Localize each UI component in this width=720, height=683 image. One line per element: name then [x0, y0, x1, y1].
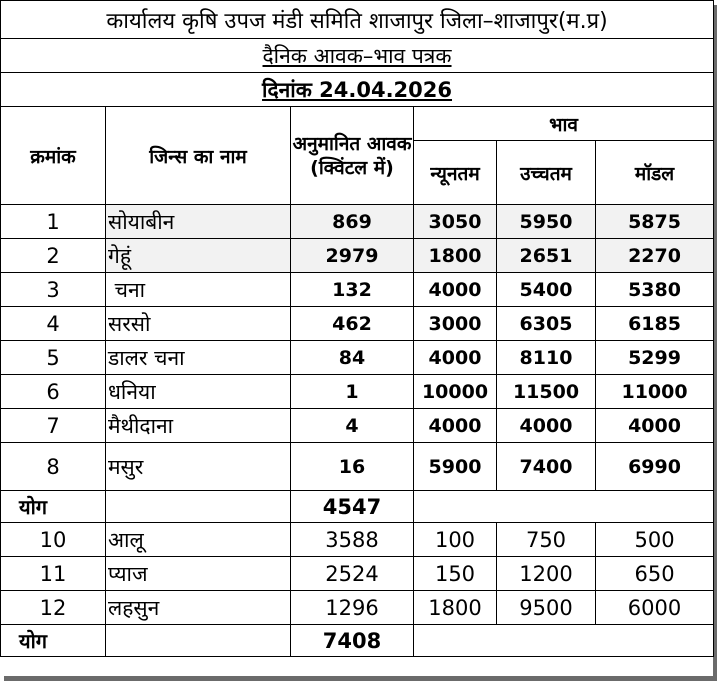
- row-arrival: 84: [291, 341, 414, 375]
- row-max: 1200: [497, 557, 596, 591]
- row-commodity: मैथीदाना: [106, 409, 291, 443]
- total-row: [1, 625, 714, 657]
- row-arrival: 2524: [291, 557, 414, 591]
- row-min: 4000: [414, 409, 497, 443]
- row-max: 6305: [497, 307, 596, 341]
- row-modal: 650: [596, 557, 714, 591]
- row-min: 4000: [414, 273, 497, 307]
- total-arrival: 7408: [291, 625, 414, 657]
- row-serial: 7: [1, 409, 106, 443]
- row-modal: 2270: [596, 239, 714, 273]
- row-serial: 4: [1, 307, 106, 341]
- row-commodity: धनिया: [106, 375, 291, 409]
- sheet-date: दिनांक 24.04.2026: [1, 73, 714, 107]
- row-commodity: सोयाबीन: [106, 205, 291, 239]
- row-modal: 5299: [596, 341, 714, 375]
- row-serial: 11: [1, 557, 106, 591]
- col-serial-header: क्रमांक: [1, 107, 106, 205]
- row-serial: 6: [1, 375, 106, 409]
- table-row: [1, 239, 714, 273]
- row-arrival: 16: [291, 443, 414, 491]
- row-min: 4000: [414, 341, 497, 375]
- row-modal: 500: [596, 523, 714, 557]
- row-arrival: 4: [291, 409, 414, 443]
- row-min: 3050: [414, 205, 497, 239]
- row-max: 11500: [497, 375, 596, 409]
- row-commodity: चना: [106, 273, 291, 307]
- row-modal: 6185: [596, 307, 714, 341]
- col-commodity-header: जिन्स का नाम: [106, 107, 291, 205]
- row-max: 8110: [497, 341, 596, 375]
- row-min: 1800: [414, 591, 497, 625]
- row-modal: 6000: [596, 591, 714, 625]
- row-modal: 4000: [596, 409, 714, 443]
- row-commodity: सरसो: [106, 307, 291, 341]
- row-max: 4000: [497, 409, 596, 443]
- row-max: 750: [497, 523, 596, 557]
- table-row: [1, 375, 714, 409]
- col-price-header: भाव: [414, 107, 714, 141]
- row-commodity: गेहूं: [106, 239, 291, 273]
- table-row: [1, 307, 714, 341]
- total-label: योग: [1, 491, 106, 523]
- row-arrival: 462: [291, 307, 414, 341]
- total-arrival: 4547: [291, 491, 414, 523]
- row-serial: 8: [1, 443, 106, 491]
- row-min: 3000: [414, 307, 497, 341]
- col-modal-header: मॉडल: [596, 141, 714, 205]
- row-arrival: 1: [291, 375, 414, 409]
- table-row: [1, 523, 714, 557]
- row-max: 2651: [497, 239, 596, 273]
- table-row: [1, 205, 714, 239]
- total-label: योग: [1, 625, 106, 657]
- row-min: 10000: [414, 375, 497, 409]
- table-row: [1, 409, 714, 443]
- row-arrival: 132: [291, 273, 414, 307]
- total-row: [1, 491, 714, 523]
- row-min: 150: [414, 557, 497, 591]
- row-commodity: मसुर: [106, 443, 291, 491]
- row-modal: 11000: [596, 375, 714, 409]
- row-arrival: 869: [291, 205, 414, 239]
- table-row: [1, 557, 714, 591]
- row-serial: 1: [1, 205, 106, 239]
- row-commodity: आलू: [106, 523, 291, 557]
- row-max: 7400: [497, 443, 596, 491]
- row-max: 5400: [497, 273, 596, 307]
- row-min: 100: [414, 523, 497, 557]
- row-arrival: 1296: [291, 591, 414, 625]
- row-modal: 6990: [596, 443, 714, 491]
- table-row: [1, 591, 714, 625]
- row-min: 1800: [414, 239, 497, 273]
- row-serial: 3: [1, 273, 106, 307]
- row-min: 5900: [414, 443, 497, 491]
- row-commodity: लहसुन: [106, 591, 291, 625]
- col-min-header: न्यूनतम: [414, 141, 497, 205]
- col-arrival-header: अनुमानित आवक (क्विंटल में): [291, 107, 414, 205]
- row-serial: 10: [1, 523, 106, 557]
- table-row: [1, 273, 714, 307]
- row-arrival: 3588: [291, 523, 414, 557]
- row-commodity: प्याज: [106, 557, 291, 591]
- table-row: [1, 341, 714, 375]
- table-row: [1, 443, 714, 491]
- col-max-header: उच्चतम: [497, 141, 596, 205]
- row-commodity: डालर चना: [106, 341, 291, 375]
- row-max: 9500: [497, 591, 596, 625]
- row-arrival: 2979: [291, 239, 414, 273]
- row-serial: 5: [1, 341, 106, 375]
- row-serial: 12: [1, 591, 106, 625]
- sheet-subtitle: दैनिक आवक–भाव पत्रक: [1, 39, 714, 73]
- row-serial: 2: [1, 239, 106, 273]
- row-modal: 5380: [596, 273, 714, 307]
- office-title: कार्यालय कृषि उपज मंडी समिति शाजापुर जिला–शाजापुर(म.प्र): [1, 1, 714, 39]
- row-modal: 5875: [596, 205, 714, 239]
- row-max: 5950: [497, 205, 596, 239]
